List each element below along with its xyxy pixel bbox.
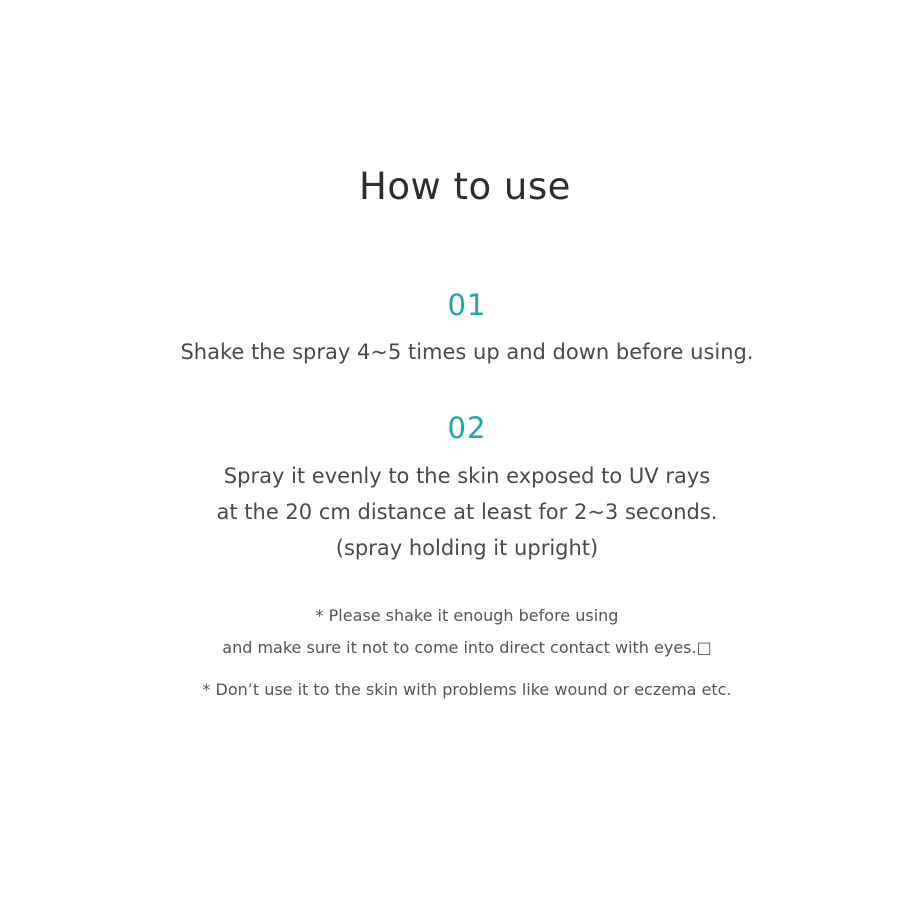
step-02-line-1: Spray it evenly to the skin exposed to UV rays xyxy=(223,464,711,488)
step-02-line-2: at the 20 cm distance at least for 2~3 seconds. xyxy=(216,500,718,524)
note-line-1: * Please shake it enough before using xyxy=(315,606,619,625)
step-01-text xyxy=(0,336,900,368)
step-01-line-1: Shake the spray 4~5 times up and down before using. xyxy=(180,340,754,364)
step-number-01: 01 xyxy=(447,288,487,322)
step-02-text xyxy=(0,458,900,566)
note-line-3: * Don’t use it to the skin with problems like wound or eczema etc. xyxy=(202,680,732,699)
note-line-2: and make sure it not to come into direct contact with eyes.□ xyxy=(222,638,712,657)
usage-notes xyxy=(0,600,900,706)
page-title: How to use xyxy=(359,165,571,208)
step-number-02: 02 xyxy=(447,411,487,445)
step-02-line-3: (spray holding it upright) xyxy=(335,536,599,560)
